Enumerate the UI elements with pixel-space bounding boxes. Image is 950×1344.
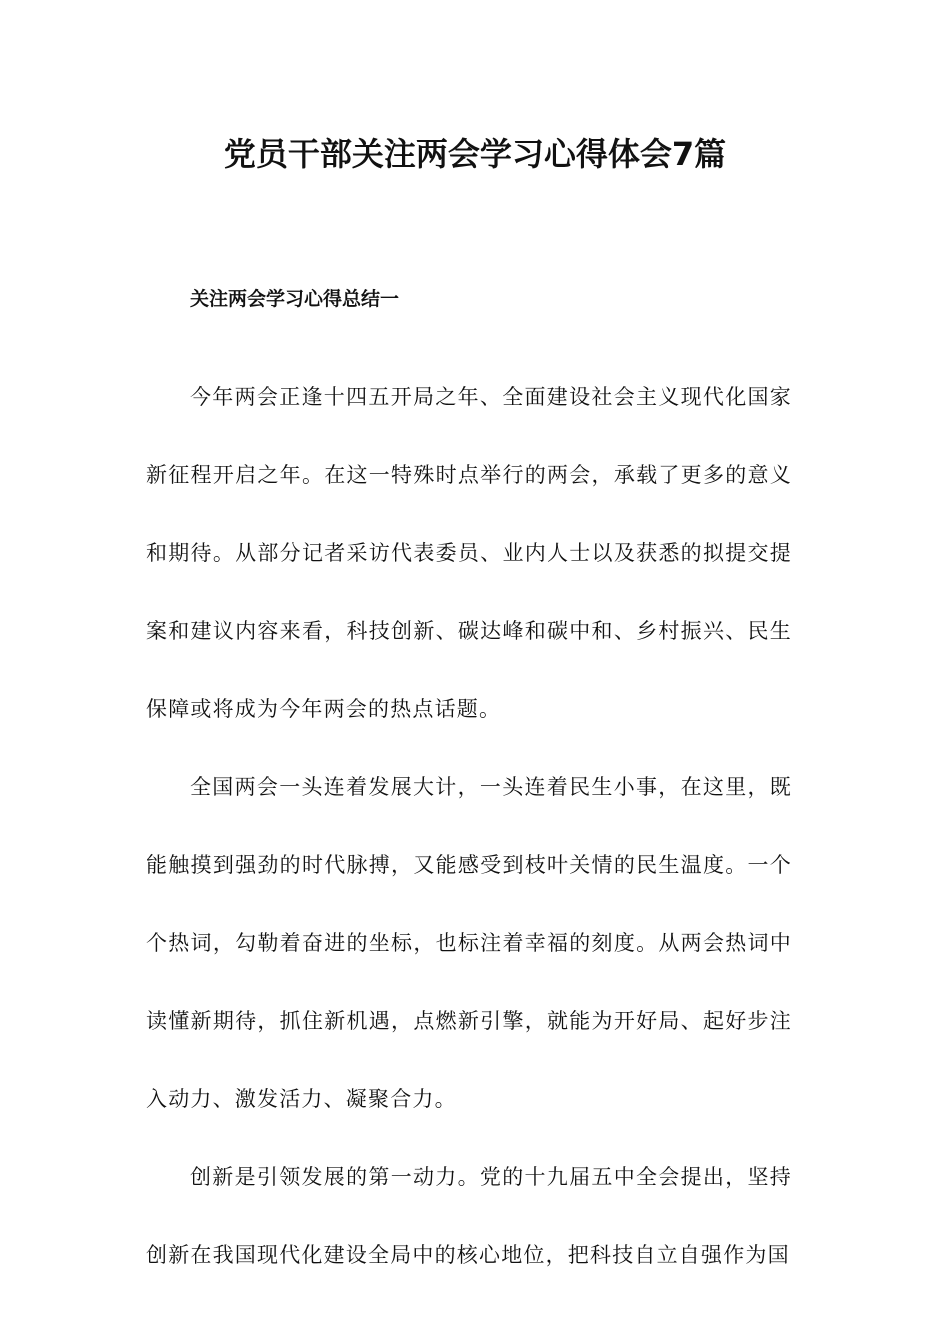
paragraph-1: 今年两会正逢十四五开局之年、全面建设社会主义现代化国家新征程开启之年。在这一特殊时点举行的两会，承载了更多的意义和期待。从部分记者采访代表委员、业内人士以及获悉的拟提交提案和建议内容来看，科技创新、碳达峰和碳中和、乡村振兴、民生保障或将成为今年两会的热点话题。 bbox=[146, 385, 792, 721]
paragraph-3: 创新是引领发展的第一动力。党的十九届五中全会提出，坚持创新在我国现代化建设全局中的核心地位，把科技自立自强作为国 bbox=[146, 1165, 792, 1267]
document-title: 党员干部关注两会学习心得体会7篇 bbox=[223, 135, 727, 173]
section-heading: 关注两会学习心得总结一 bbox=[190, 288, 400, 310]
paragraph-2: 全国两会一头连着发展大计，一头连着民生小事，在这里，既能触摸到强劲的时代脉搏，又能感受到枝叶关情的民生温度。一个个热词，勾勒着奋进的坐标，也标注着幸福的刻度。从两会热词中读懂新期待，抓住新机遇，点燃新引擎，就能为开好局、起好步注入动力、激发活力、凝聚合力。 bbox=[146, 775, 792, 1111]
document-body bbox=[146, 280, 792, 1294]
